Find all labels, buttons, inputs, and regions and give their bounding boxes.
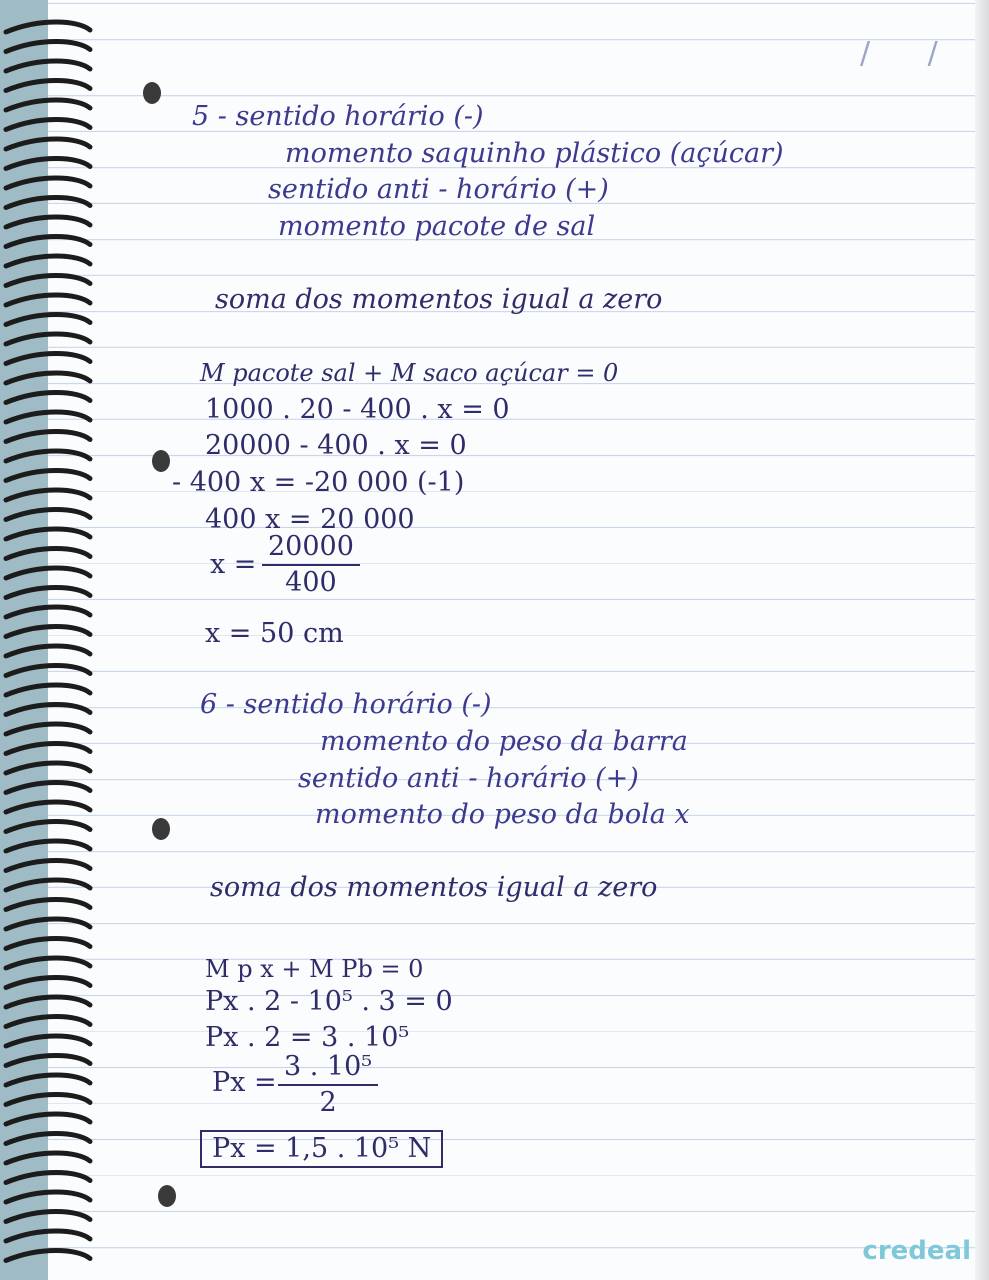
spiral-ring: [6, 510, 90, 520]
problem6-line: momento do peso da barra: [320, 726, 688, 757]
problem6-heading: 6 - sentido horário (-): [200, 689, 492, 720]
problem5-result: x = 50 cm: [205, 618, 344, 649]
spiral-ring: [6, 198, 90, 208]
spiral-ring: [6, 120, 90, 130]
spiral-ring: [6, 744, 90, 754]
spiral-ring: [6, 802, 90, 812]
spiral-ring: [6, 412, 90, 422]
problem5-line: momento pacote de sal: [278, 211, 596, 242]
problem6-line: sentido anti - horário (+): [298, 763, 639, 794]
spiral-ring: [6, 1192, 90, 1202]
spiral-ring: [6, 178, 90, 188]
spiral-ring: [6, 1251, 90, 1261]
spiral-ring: [6, 256, 90, 266]
spiral-ring: [6, 607, 90, 617]
problem5-equation: 1000 . 20 - 400 . x = 0: [205, 394, 510, 425]
spiral-ring: [6, 1114, 90, 1124]
problem6-line: momento do peso da bola x: [315, 799, 690, 830]
spiral-ring: [6, 568, 90, 578]
problem6-equation: M p x + M Pb = 0: [205, 955, 424, 983]
spiral-ring: [6, 1134, 90, 1144]
spiral-ring: [6, 315, 90, 325]
problem6-line: soma dos momentos igual a zero: [210, 872, 658, 903]
spiral-ring: [6, 997, 90, 1007]
spiral-ring: [6, 841, 90, 851]
spiral-ring: [6, 432, 90, 442]
problem5-fraction: [262, 530, 360, 600]
spiral-ring: [6, 22, 90, 32]
problem6-equation: Px . 2 = 3 . 10⁵: [205, 1022, 410, 1053]
spiral-ring: [6, 822, 90, 832]
spiral-ring: [6, 1036, 90, 1046]
spiral-ring: [6, 1056, 90, 1066]
spiral-ring: [6, 880, 90, 890]
spiral-ring: [6, 1231, 90, 1241]
problem5-line: sentido anti - horário (+): [268, 174, 609, 205]
spiral-ring: [6, 490, 90, 500]
punch-hole: [143, 82, 161, 104]
spiral-ring: [6, 763, 90, 773]
spiral-ring: [6, 1153, 90, 1163]
spiral-ring: [6, 861, 90, 871]
spiral-ring: [6, 666, 90, 676]
fraction-numerator: 20000: [262, 530, 360, 566]
fraction-denominator: 2: [319, 1087, 337, 1118]
spiral-ring: [6, 783, 90, 793]
problem5-heading: 5 - sentido horário (-): [192, 101, 484, 132]
spiral-ring: [6, 1212, 90, 1222]
spiral-ring: [6, 1095, 90, 1105]
spiral-binding: [0, 0, 110, 1280]
spiral-ring: [6, 919, 90, 929]
spiral-ring: [6, 334, 90, 344]
spiral-ring: [6, 978, 90, 988]
spiral-ring: [6, 61, 90, 71]
spiral-ring: [6, 100, 90, 110]
problem5-line: momento saquinho plástico (açúcar): [285, 138, 784, 169]
spiral-ring: [6, 42, 90, 52]
problem6-fraction-lhs: Px =: [212, 1067, 277, 1098]
spiral-ring: [6, 139, 90, 149]
punch-hole: [152, 818, 170, 840]
spiral-ring: [6, 471, 90, 481]
spiral-ring: [6, 529, 90, 539]
spiral-ring: [6, 939, 90, 949]
spiral-ring: [6, 237, 90, 247]
spiral-ring: [6, 724, 90, 734]
spiral-ring: [6, 549, 90, 559]
page-edge: [975, 0, 989, 1280]
spiral-ring: [6, 627, 90, 637]
fraction-denominator: 400: [285, 567, 337, 598]
spiral-ring: [6, 646, 90, 656]
problem5-equation: 20000 - 400 . x = 0: [205, 430, 467, 461]
punch-hole: [158, 1185, 176, 1207]
punch-hole: [152, 450, 170, 472]
spiral-ring: [6, 81, 90, 91]
brand-logo: credeal: [862, 1236, 971, 1266]
spiral-ring: [6, 373, 90, 383]
spiral-ring: [6, 1075, 90, 1085]
spiral-ring: [6, 588, 90, 598]
problem6-equation: Px . 2 - 10⁵ . 3 = 0: [205, 986, 453, 1017]
spiral-ring: [6, 295, 90, 305]
spiral-ring: [6, 900, 90, 910]
problem6-result-box: Px = 1,5 . 10⁵ N: [200, 1130, 443, 1168]
spiral-ring: [6, 451, 90, 461]
problem6-fraction: [278, 1050, 378, 1120]
spiral-ring: [6, 1173, 90, 1183]
problem5-line: soma dos momentos igual a zero: [215, 284, 663, 315]
fraction-numerator: 3 . 10⁵: [278, 1050, 378, 1086]
spiral-ring: [6, 685, 90, 695]
problem5-fraction-lhs: x =: [210, 549, 257, 580]
spiral-ring: [6, 159, 90, 169]
spiral-ring: [6, 217, 90, 227]
spiral-ring: [6, 393, 90, 403]
date-marks: / /: [860, 36, 962, 71]
problem5-equation: 400 x = 20 000: [205, 504, 415, 535]
problem5-equation: - 400 x = -20 000 (-1): [172, 467, 465, 498]
spiral-ring: [6, 354, 90, 364]
problem5-equation: M pacote sal + M saco açúcar = 0: [200, 359, 619, 387]
spiral-ring: [6, 1017, 90, 1027]
spiral-ring: [6, 276, 90, 286]
spiral-ring: [6, 958, 90, 968]
spiral-ring: [6, 705, 90, 715]
